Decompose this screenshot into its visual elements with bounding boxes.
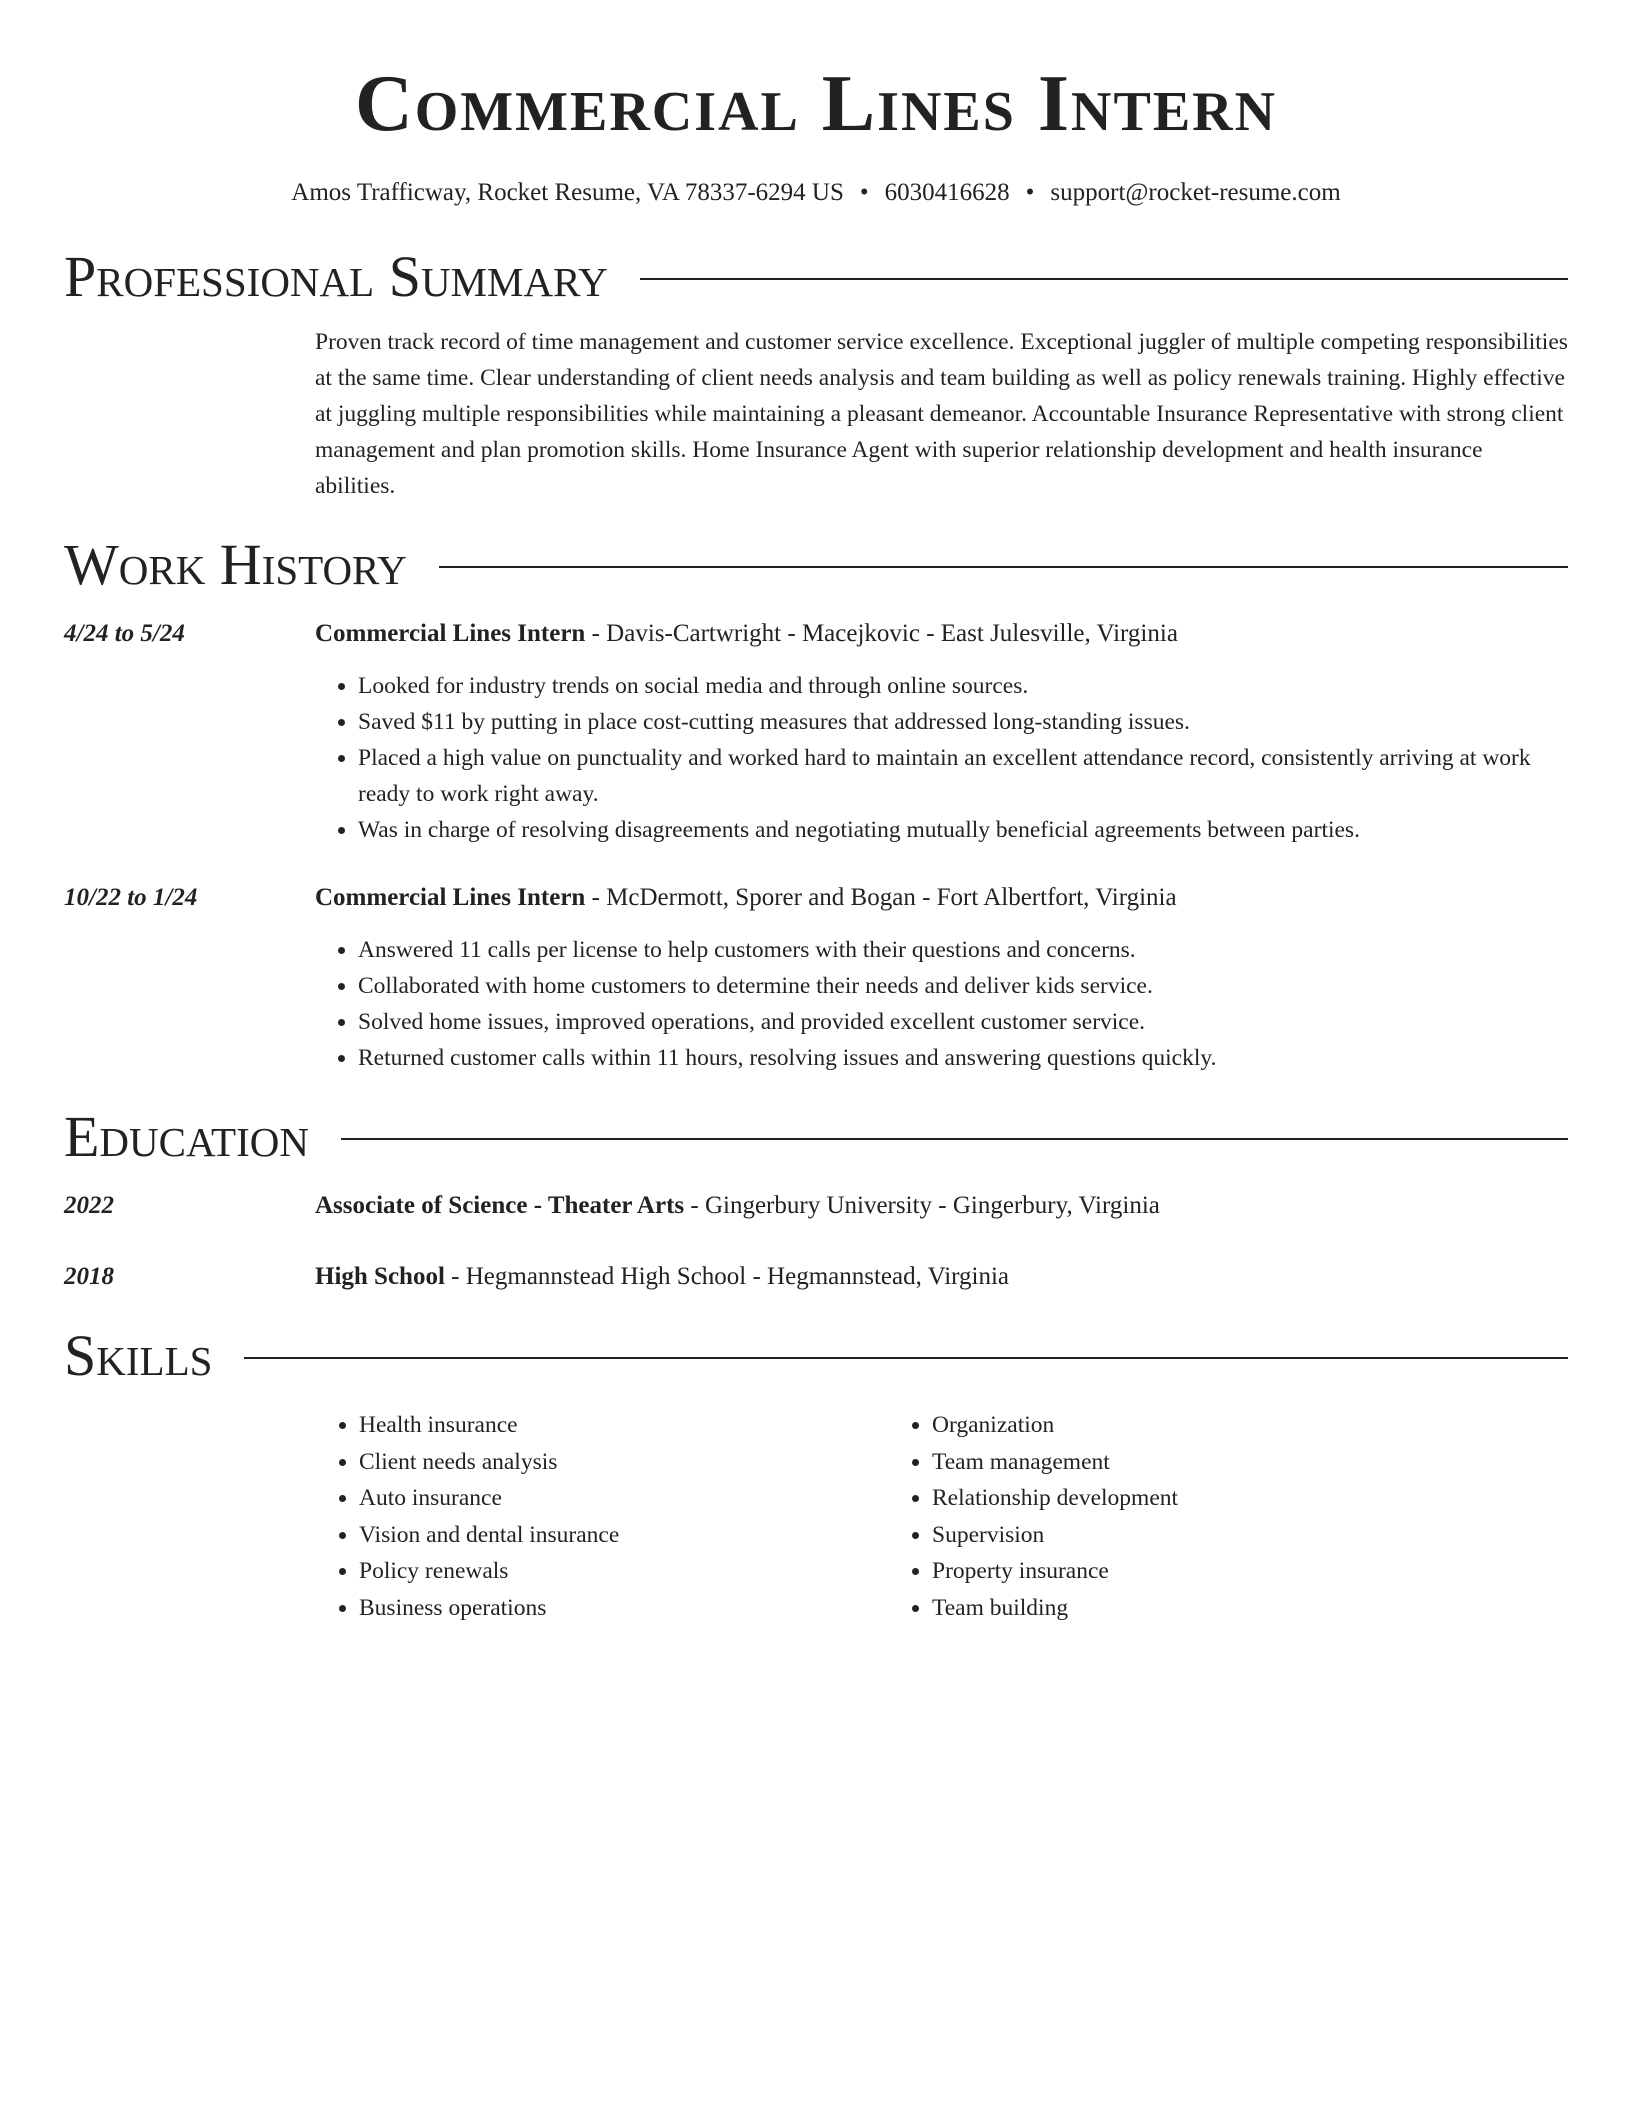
- job-bullet: • Solved home issues, improved operations, and provided excellent customer service.: [358, 1004, 1568, 1040]
- section-divider: [439, 566, 1568, 568]
- skill-item: • Team building: [932, 1590, 1461, 1627]
- section-divider: [244, 1357, 1568, 1359]
- skill-item: • Supervision: [932, 1517, 1461, 1554]
- skill-item: • Health insurance: [359, 1407, 888, 1444]
- summary-row: [64, 324, 1568, 504]
- skills-body: [315, 1391, 1568, 1626]
- skill-item: • Property insurance: [932, 1553, 1461, 1590]
- job-bullet-list: [314, 932, 1568, 1076]
- education-heading: Education: [64, 1104, 309, 1169]
- job-entry: [64, 616, 1568, 848]
- skill-item: • Policy renewals: [359, 1553, 888, 1590]
- skills-gutter: [64, 1391, 315, 1626]
- education-entry: [64, 1188, 1568, 1224]
- job-bullet: • Saved $11 by putting in place cost-cutting measures that addressed long-standing issues.: [358, 704, 1568, 740]
- education-degree: Associate of Science - Theater Arts: [315, 1192, 685, 1219]
- skills-list-left: [315, 1407, 888, 1626]
- skill-item: • Team management: [932, 1444, 1461, 1481]
- education-body: [315, 1259, 1568, 1295]
- education-school: - Hegmannstead High School - Hegmannstead, Virginia: [444, 1263, 1010, 1290]
- summary-text: Proven track record of time management and customer service excellence. Exceptional juggler of multiple competing responsibilities at the same time. Clear understanding of client needs analysis and team building as well as policy renewals training. Highly effective at juggling multiple responsibilities while maintaining a pleasant demeanor. Accountable Insurance Representative with strong client management and plan promotion skills. Home Insurance Agent with superior relationship development and health insurance abilities.: [315, 329, 1568, 499]
- education-school: - Gingerbury University - Gingerbury, Virginia: [684, 1192, 1160, 1219]
- skill-item: • Organization: [932, 1407, 1461, 1444]
- section-divider: [640, 278, 1568, 280]
- job-title: Commercial Lines Intern: [315, 620, 586, 647]
- skill-item: • Vision and dental insurance: [359, 1517, 888, 1554]
- skills-row: [64, 1391, 1568, 1626]
- job-body: [315, 616, 1568, 848]
- education-degree: High School: [315, 1263, 445, 1290]
- education-year: 2018: [64, 1263, 114, 1290]
- job-bullet: • Returned customer calls within 11 hours, resolving issues and answering questions quickly.: [358, 1040, 1568, 1076]
- skills-list-right: [888, 1407, 1461, 1626]
- education-section-header: [64, 1102, 1568, 1172]
- contact-line: [64, 176, 1568, 210]
- job-title: Commercial Lines Intern: [315, 884, 586, 911]
- section-divider: [341, 1138, 1568, 1140]
- job-dates: 10/22 to 1/24: [64, 884, 198, 911]
- contact-separator: •: [1025, 179, 1035, 206]
- skills-heading: Skills: [64, 1323, 213, 1388]
- job-dates: 4/24 to 5/24: [64, 620, 185, 647]
- contact-email: support@rocket-resume.com: [1050, 179, 1341, 206]
- skill-item: • Business operations: [359, 1590, 888, 1627]
- job-entry: [64, 880, 1568, 1076]
- work-heading: Work History: [64, 532, 407, 597]
- job-bullet: • Looked for industry trends on social media and through online sources.: [358, 668, 1568, 704]
- skills-section-header: [64, 1321, 1568, 1391]
- education-body: [315, 1188, 1568, 1224]
- skill-item: • Client needs analysis: [359, 1444, 888, 1481]
- resume-name: Commercial Lines Intern: [354, 60, 1278, 148]
- job-title-line: [315, 616, 1568, 652]
- job-bullet: • Placed a high value on punctuality and worked hard to maintain an excellent attendance record, consistently arriving at work ready to work right away.: [358, 740, 1568, 812]
- job-body: [315, 880, 1568, 1076]
- skills-columns: [315, 1407, 1568, 1626]
- job-bullet: • Answered 11 calls per license to help customers with their questions and concerns.: [358, 932, 1568, 968]
- contact-address: Amos Trafficway, Rocket Resume, VA 78337-6294 US: [291, 179, 844, 206]
- contact-separator: •: [859, 179, 869, 206]
- contact-phone: 6030416628: [884, 179, 1010, 206]
- summary-section-header: [64, 242, 1568, 312]
- job-bullet: • Was in charge of resolving disagreements and negotiating mutually beneficial agreements between parties.: [358, 812, 1568, 848]
- summary-heading: Professional Summary: [64, 244, 608, 309]
- resume-page: [64, 0, 1568, 1626]
- skill-item: • Relationship development: [932, 1480, 1461, 1517]
- summary-gutter: [64, 324, 315, 504]
- job-employer: - Davis-Cartwright - Macejkovic - East Julesville, Virginia: [585, 620, 1178, 647]
- job-bullet: • Collaborated with home customers to determine their needs and deliver kids service.: [358, 968, 1568, 1004]
- job-title-line: [315, 880, 1568, 916]
- job-employer: - McDermott, Sporer and Bogan - Fort Albertfort, Virginia: [585, 884, 1177, 911]
- job-bullet-list: [314, 668, 1568, 848]
- education-year: 2022: [64, 1192, 114, 1219]
- education-entry: [64, 1259, 1568, 1295]
- skill-item: • Auto insurance: [359, 1480, 888, 1517]
- work-section-header: [64, 530, 1568, 600]
